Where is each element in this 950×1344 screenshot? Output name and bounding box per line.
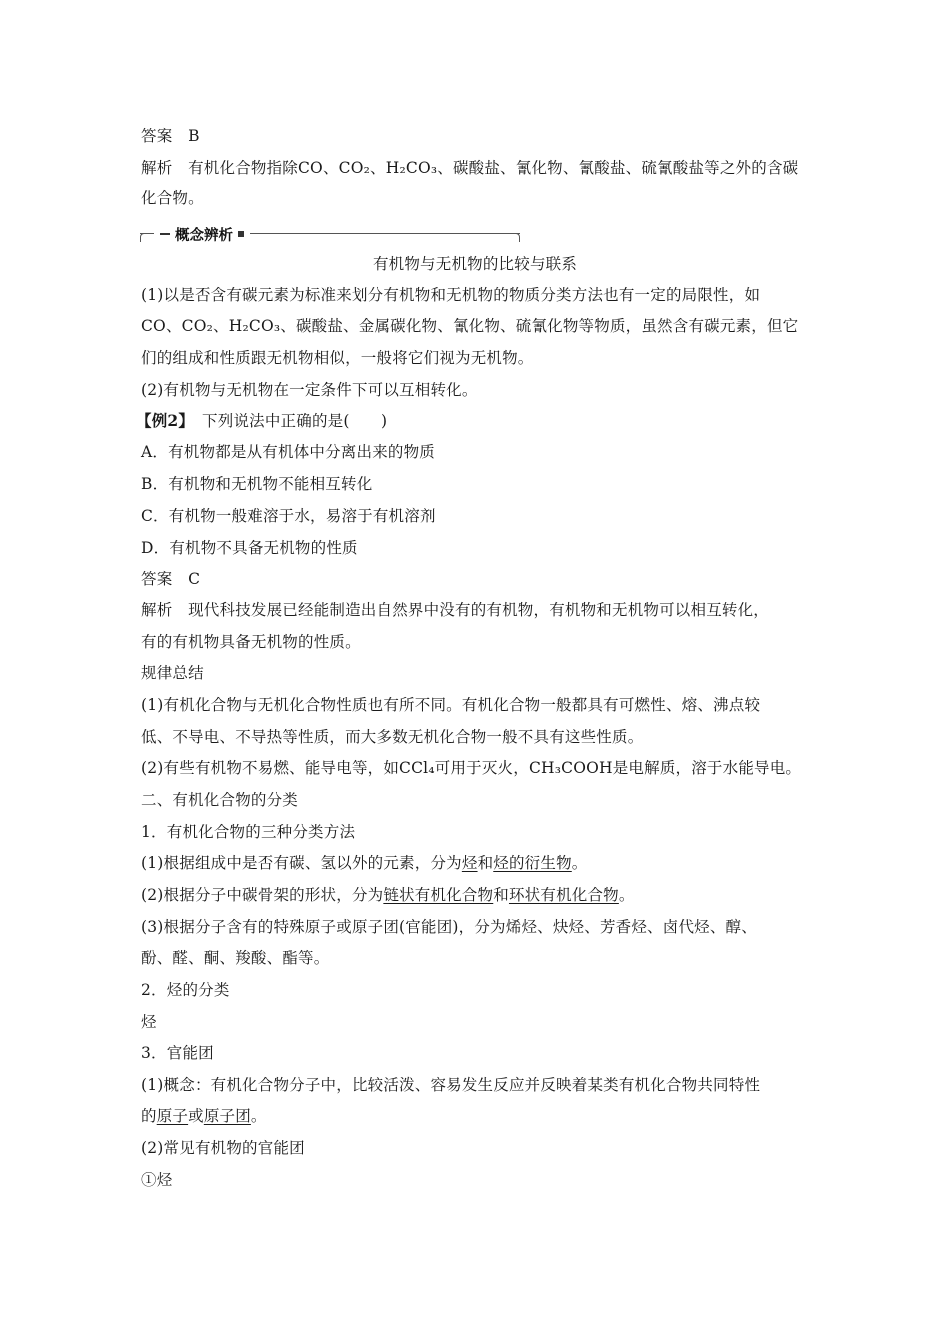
answer-2: 答案 C	[141, 570, 201, 588]
concept-title: 有机物与无机物的比较与联系	[372, 255, 578, 273]
s3-p1-end: 。	[250, 1107, 267, 1125]
square-bullet-icon	[238, 231, 244, 237]
option-a: A．有机物都是从有机体中分离出来的物质	[141, 443, 435, 461]
s3-p1-or: 或	[188, 1107, 204, 1125]
s1-p2-and: 和	[493, 886, 509, 904]
subsection-2-text: 烃	[141, 1013, 157, 1031]
section-2-title: 二、有机化合物的分类	[141, 791, 299, 809]
s1-p1-hydrocarbon: 烃	[461, 854, 478, 872]
example-2-stem: 下列说法中正确的是( )	[186, 412, 388, 430]
rule-p1-line-2: 低、不导电、不导热等性质，而大多数无机化合物一般不具有这些性质。	[141, 728, 644, 746]
example-2-tag: 【例2】	[136, 411, 187, 430]
s1-p1-prefix: (1)根据组成中是否有碳、氢以外的元素，分为	[141, 854, 462, 872]
example-2-question	[136, 410, 806, 432]
subsection-2-title: 2．烃的分类	[141, 981, 230, 999]
subsection-1-p3-line-2: 酚、醛、酮、羧酸、酯等。	[141, 949, 330, 967]
subsection-1-p2	[141, 884, 811, 906]
s1-p2-chain: 链状有机化合物	[383, 886, 494, 904]
banner-corner-left	[140, 233, 147, 242]
subsection-1-p1	[141, 852, 811, 874]
subsection-3-p3: ①烃	[141, 1171, 173, 1189]
banner-corner-right	[513, 233, 520, 242]
s1-p1-derivative: 烃的衍生物	[493, 854, 572, 872]
s1-p2-prefix: (2)根据分子中碳骨架的形状，分为	[141, 886, 384, 904]
analysis-1-line-2: 化合物。	[141, 189, 204, 207]
s1-p2-ring: 环状有机化合物	[508, 886, 619, 904]
s3-p1-prefix: 的	[141, 1107, 157, 1125]
subsection-1-p3-line-1: (3)根据分子含有的特殊原子或原子团(官能团)，分为烯烃、炔烃、芳香烃、卤代烃、醇、	[141, 918, 757, 936]
concept-label: 概念辨析	[175, 227, 233, 244]
subsection-1-title: 1．有机化合物的三种分类方法	[141, 823, 356, 841]
analysis-2-line-2: 有的有机物具备无机物的性质。	[141, 633, 361, 651]
analysis-1-line-1: 解析 有机化合物指除CO、CO₂、H₂CO₃、碳酸盐、氰化物、氰酸盐、硫氰酸盐等之外的含碳	[141, 159, 799, 177]
concept-p1-line-3: 们的组成和性质跟无机物相似，一般将它们视为无机物。	[141, 349, 534, 367]
subsection-3-p2: (2)常见有机物的官能团	[141, 1139, 305, 1157]
concept-p1-line-1: (1)以是否含有碳元素为标准来划分有机物和无机物的物质分类方法也有一定的局限性，如	[141, 286, 761, 304]
option-b: B．有机物和无机物不能相互转化	[141, 475, 373, 493]
rule-summary-title: 规律总结	[141, 664, 204, 682]
dash-icon	[160, 233, 170, 235]
concept-p2: (2)有机物与无机物在一定条件下可以互相转化。	[141, 381, 478, 399]
s1-p1-and: 和	[477, 854, 494, 872]
option-d: D．有机物不具备无机物的性质	[141, 539, 358, 557]
banner-label-wrap	[154, 224, 250, 244]
s3-p1-atom: 原子	[156, 1107, 189, 1125]
analysis-2-line-1: 解析 现代科技发展已经能制造出自然界中没有的有机物，有机物和无机物可以相互转化，	[141, 601, 770, 619]
s1-p2-end: 。	[618, 886, 635, 904]
option-c: C．有机物一般难溶于水，易溶于有机溶剂	[141, 507, 436, 525]
concept-analysis-banner	[140, 226, 520, 244]
s3-p1-group: 原子团	[203, 1107, 251, 1125]
rule-p2: (2)有些有机物不易燃、能导电等，如CCl₄可用于灭火，CH₃COOH是电解质，溶于水能导电。	[141, 759, 802, 777]
subsection-3-p1-line-1: (1)概念：有机化合物分子中，比较活泼、容易发生反应并反映着某类有机化合物共同特性	[141, 1076, 761, 1094]
concept-p1-line-2: CO、CO₂、H₂CO₃、碳酸盐、金属碳化物、氰化物、硫氰化物等物质，虽然含有碳元素，但它	[141, 317, 799, 335]
subsection-3-title: 3．官能团	[141, 1044, 214, 1062]
answer-1: 答案 B	[141, 127, 200, 145]
s1-p1-end: 。	[571, 854, 588, 872]
subsection-3-p1-line-2	[141, 1105, 811, 1127]
rule-p1-line-1: (1)有机化合物与无机化合物性质也有所不同。有机化合物一般都具有可燃性、熔、沸点较	[141, 696, 761, 714]
